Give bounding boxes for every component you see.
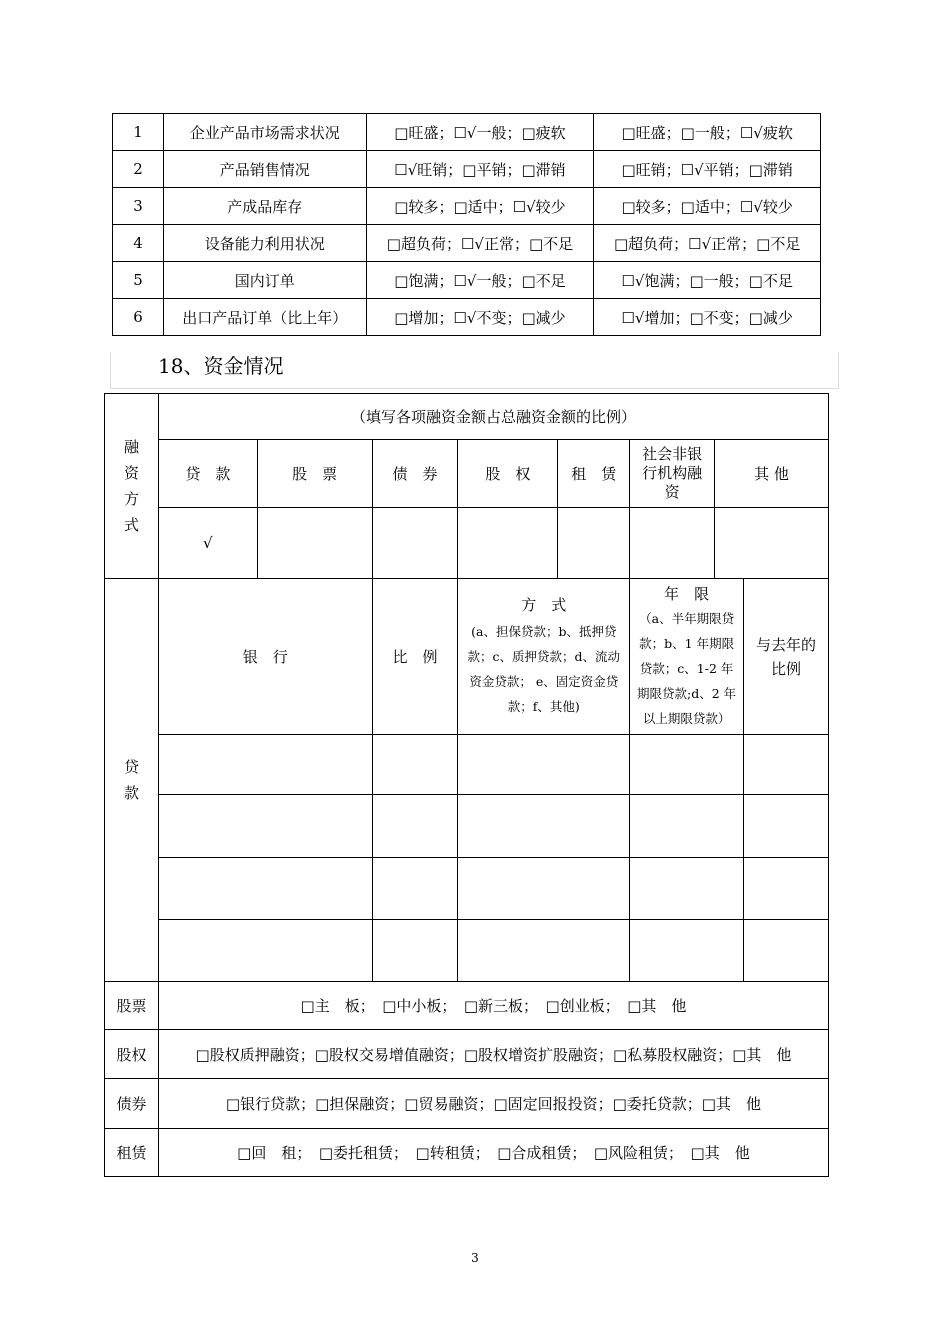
row-number: 5 bbox=[113, 262, 164, 299]
row-number: 2 bbox=[113, 151, 164, 188]
value-loan[interactable]: √ bbox=[158, 508, 257, 579]
survey-row bbox=[113, 114, 821, 151]
financing-table bbox=[104, 393, 829, 1177]
row-next-status[interactable]: □超负荷；☐√正常；□不足 bbox=[594, 225, 821, 262]
loan-term-cell[interactable] bbox=[630, 795, 744, 858]
type-loan: 贷 款 bbox=[158, 440, 257, 508]
loan-method-cell[interactable] bbox=[458, 920, 630, 982]
loan-compare-cell[interactable] bbox=[744, 795, 829, 858]
financing-method-char: 方 bbox=[123, 490, 139, 508]
title-guide-bottom bbox=[110, 388, 839, 389]
stock-options[interactable]: □主 板； □中小板； □新三板； □创业板； □其 他 bbox=[158, 982, 828, 1030]
row-next-status[interactable]: ☐√饱满；□一般；□不足 bbox=[594, 262, 821, 299]
loan-ratio-cell[interactable] bbox=[372, 735, 458, 795]
loan-term-cell[interactable] bbox=[630, 735, 744, 795]
loan-method-cell[interactable] bbox=[458, 735, 630, 795]
stock-label: 股票 bbox=[105, 982, 159, 1030]
row-item: 设备能力利用状况 bbox=[163, 225, 366, 262]
page-number: 3 bbox=[471, 1251, 479, 1265]
value-bond[interactable] bbox=[372, 508, 458, 579]
bond-label: 债券 bbox=[105, 1079, 159, 1129]
bond-options[interactable]: □银行贷款；□担保融资；□贸易融资；□固定回报投资；□委托贷款；□其 他 bbox=[158, 1079, 828, 1129]
row-next-status[interactable]: ☐√增加；□不变；□减少 bbox=[594, 299, 821, 336]
row-current-status[interactable]: □超负荷；☐√正常；□不足 bbox=[366, 225, 594, 262]
loan-ratio-cell[interactable] bbox=[372, 920, 458, 982]
row-item: 国内订单 bbox=[163, 262, 366, 299]
value-stock[interactable] bbox=[257, 508, 372, 579]
row-number: 4 bbox=[113, 225, 164, 262]
survey-row bbox=[113, 262, 821, 299]
row-current-status[interactable]: □饱满；☐√一般；□不足 bbox=[366, 262, 594, 299]
row-number: 3 bbox=[113, 188, 164, 225]
loan-term-title: 年 限 bbox=[664, 584, 710, 603]
loan-term-detail: （a、半年期限贷款；b、1 年期限贷款；c、1-2 年期限贷款;d、2 年以上期限贷款） bbox=[637, 610, 737, 726]
loan-term-header bbox=[630, 579, 744, 735]
loan-ratio-cell[interactable] bbox=[372, 795, 458, 858]
loan-ratio-header: 比 例 bbox=[372, 579, 458, 735]
survey-row bbox=[113, 188, 821, 225]
value-equity[interactable] bbox=[458, 508, 558, 579]
loan-compare-cell[interactable] bbox=[744, 920, 829, 982]
financing-method-char: 式 bbox=[123, 516, 139, 534]
survey-row bbox=[113, 225, 821, 262]
loan-term-cell[interactable] bbox=[630, 858, 744, 920]
row-item: 产品销售情况 bbox=[163, 151, 366, 188]
loan-bank-cell[interactable] bbox=[158, 735, 372, 795]
financing-method-char: 资 bbox=[123, 464, 139, 482]
financing-method-label bbox=[105, 394, 159, 579]
title-guide-left bbox=[110, 352, 111, 388]
lease-options[interactable]: □回 租； □委托租赁； □转租赁； □合成租赁； □风险租赁； □其 他 bbox=[158, 1129, 828, 1177]
row-next-status[interactable]: □较多；□适中；☐√较少 bbox=[594, 188, 821, 225]
row-current-status[interactable]: □较多；□适中；☐√较少 bbox=[366, 188, 594, 225]
row-item: 出口产品订单（比上年） bbox=[163, 299, 366, 336]
loan-term-cell[interactable] bbox=[630, 920, 744, 982]
lease-label: 租赁 bbox=[105, 1129, 159, 1177]
survey-row bbox=[113, 151, 821, 188]
loan-label-char: 贷 bbox=[123, 758, 139, 776]
loan-method-title: 方 式 bbox=[521, 596, 567, 614]
row-item: 产成品库存 bbox=[163, 188, 366, 225]
loan-method-cell[interactable] bbox=[458, 858, 630, 920]
value-nonbank[interactable] bbox=[630, 508, 715, 579]
loan-method-detail: (a、担保贷款；b、抵押贷款；c、质押贷款；d、流动资金贷款； e、固定资金贷款；f、其他) bbox=[467, 624, 621, 714]
market-survey-table bbox=[112, 113, 821, 336]
value-lease[interactable] bbox=[558, 508, 630, 579]
row-current-status[interactable]: □增加；☐√不变；□减少 bbox=[366, 299, 594, 336]
equity-options[interactable]: □股权质押融资；□股权交易增值融资；□股权增资扩股融资；□私募股权融资；□其 他 bbox=[158, 1030, 828, 1079]
loan-bank-cell[interactable] bbox=[158, 920, 372, 982]
type-nonbank: 社会非银行机构融资 bbox=[630, 440, 715, 508]
row-item: 企业产品市场需求状况 bbox=[163, 114, 366, 151]
financing-instruction: （填写各项融资金额占总融资金额的比例） bbox=[158, 394, 828, 440]
loan-label bbox=[105, 579, 159, 982]
title-guide-right bbox=[838, 352, 839, 388]
financing-method-char: 融 bbox=[123, 438, 139, 456]
type-lease: 租 赁 bbox=[558, 440, 630, 508]
type-other: 其 他 bbox=[715, 440, 829, 508]
row-number: 1 bbox=[113, 114, 164, 151]
loan-method-cell[interactable] bbox=[458, 795, 630, 858]
row-current-status[interactable]: □旺盛；☐√一般；□疲软 bbox=[366, 114, 594, 151]
loan-method-header bbox=[458, 579, 630, 735]
loan-bank-cell[interactable] bbox=[158, 795, 372, 858]
loan-compare-cell[interactable] bbox=[744, 735, 829, 795]
loan-ratio-cell[interactable] bbox=[372, 858, 458, 920]
survey-row bbox=[113, 299, 821, 336]
loan-compare-header: 与去年的比例 bbox=[744, 579, 829, 735]
section-title: 18、资金情况 bbox=[158, 354, 284, 378]
row-next-status[interactable]: □旺盛；□一般；☐√疲软 bbox=[594, 114, 821, 151]
loan-bank-header: 银 行 bbox=[158, 579, 372, 735]
row-number: 6 bbox=[113, 299, 164, 336]
loan-compare-cell[interactable] bbox=[744, 858, 829, 920]
equity-label: 股权 bbox=[105, 1030, 159, 1079]
type-bond: 债 券 bbox=[372, 440, 458, 508]
value-other[interactable] bbox=[715, 508, 829, 579]
type-stock: 股 票 bbox=[257, 440, 372, 508]
type-equity: 股 权 bbox=[458, 440, 558, 508]
loan-bank-cell[interactable] bbox=[158, 858, 372, 920]
row-current-status[interactable]: ☐√旺销；□平销；□滞销 bbox=[366, 151, 594, 188]
row-next-status[interactable]: □旺销；☐√平销；□滞销 bbox=[594, 151, 821, 188]
loan-label-char: 款 bbox=[123, 784, 139, 802]
